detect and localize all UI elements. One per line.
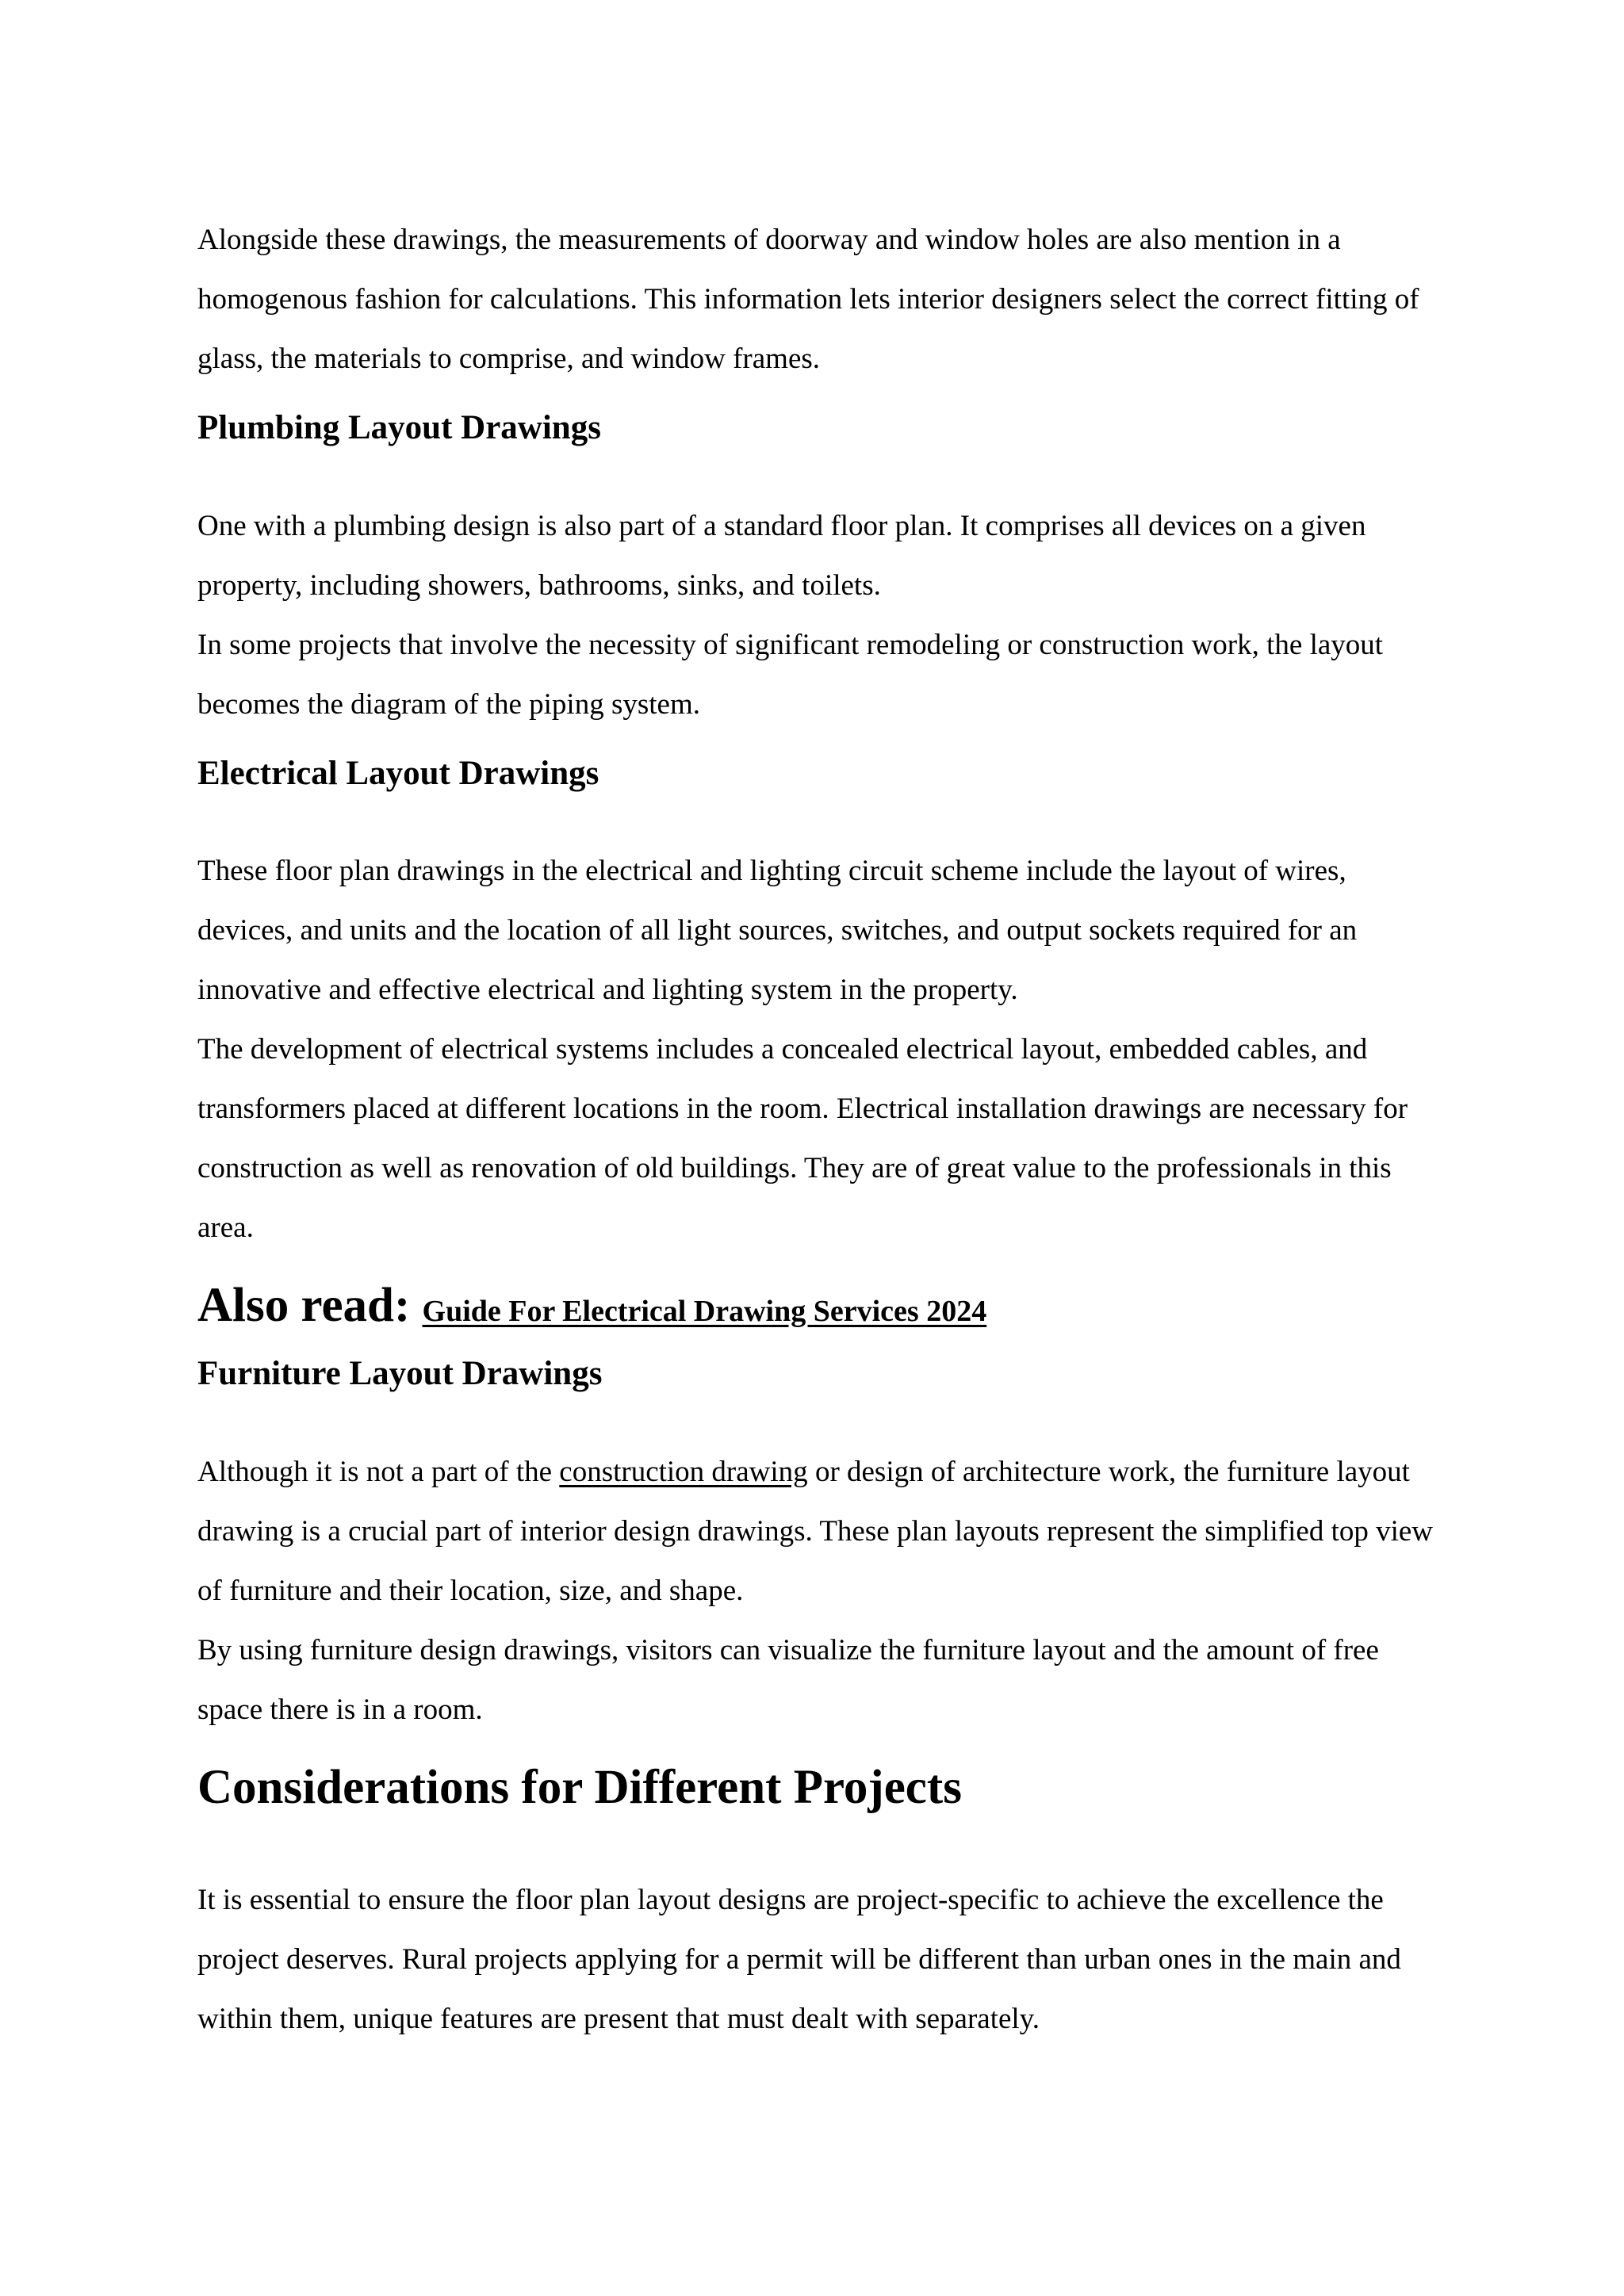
considerations-heading: Considerations for Different Projects xyxy=(197,1760,962,1814)
plumbing-heading: Plumbing Layout Drawings xyxy=(197,409,601,446)
document-page xyxy=(197,210,1434,2049)
construction-drawing-link[interactable]: construction drawing xyxy=(559,1455,808,1488)
furniture-paragraph-2: By using furniture design drawings, visitors can visualize the furniture layout and the amount of free space there is in a room. xyxy=(197,1633,1379,1726)
plumbing-paragraph-2: In some projects that involve the necessity of significant remodeling or construction work, the layout becomes the diagram of the piping system. xyxy=(197,628,1384,721)
furniture-paragraph-1 xyxy=(197,1442,1434,1621)
electrical-paragraph-2: The development of electrical systems includes a concealed electrical layout, embedded cables, and transformers placed at different locations in the room. Electrical installation drawings are necessary for construction as well as renovation of old buildings. They are of great value to the professionals in this area. xyxy=(197,1033,1408,1245)
furniture-para1-after-link: or design of architecture work, the furniture layout drawing is a crucial part of interior design drawings. These plan layouts represent the simplified top view of furniture and their location, size, and shape. xyxy=(197,1455,1434,1607)
intro-paragraph: Alongside these drawings, the measurements of doorway and window holes are also mention in a homogenous fashion for calculations. This information lets interior designers select the correct fitting of glass, the materials to comprise, and window frames. xyxy=(197,224,1419,375)
considerations-paragraph: It is essential to ensure the floor plan layout designs are project-specific to achieve the excellence the project deserves. Rural projects applying for a permit will be different than urban ones in the main and within them, unique features are present that must dealt with separately. xyxy=(197,1884,1401,2036)
also-read-line xyxy=(197,1276,1434,1334)
plumbing-paragraph-1: One with a plumbing design is also part of a standard floor plan. It comprises all devices on a given property, including showers, bathrooms, sinks, and toilets. xyxy=(197,509,1366,602)
also-read-label: Also read: xyxy=(197,1279,411,1333)
furniture-para1-before-link: Although it is not a part of the xyxy=(197,1455,560,1488)
electrical-paragraph-1: These floor plan drawings in the electrical and lighting circuit scheme include the layout of wires, devices, and units and the location of all light sources, switches, and output sockets required for an innovative and effective electrical and lighting system in the property. xyxy=(197,855,1358,1007)
electrical-heading: Electrical Layout Drawings xyxy=(197,754,599,792)
also-read-link[interactable]: Guide For Electrical Drawing Services 2024 xyxy=(422,1295,987,1329)
furniture-heading: Furniture Layout Drawings xyxy=(197,1355,603,1393)
